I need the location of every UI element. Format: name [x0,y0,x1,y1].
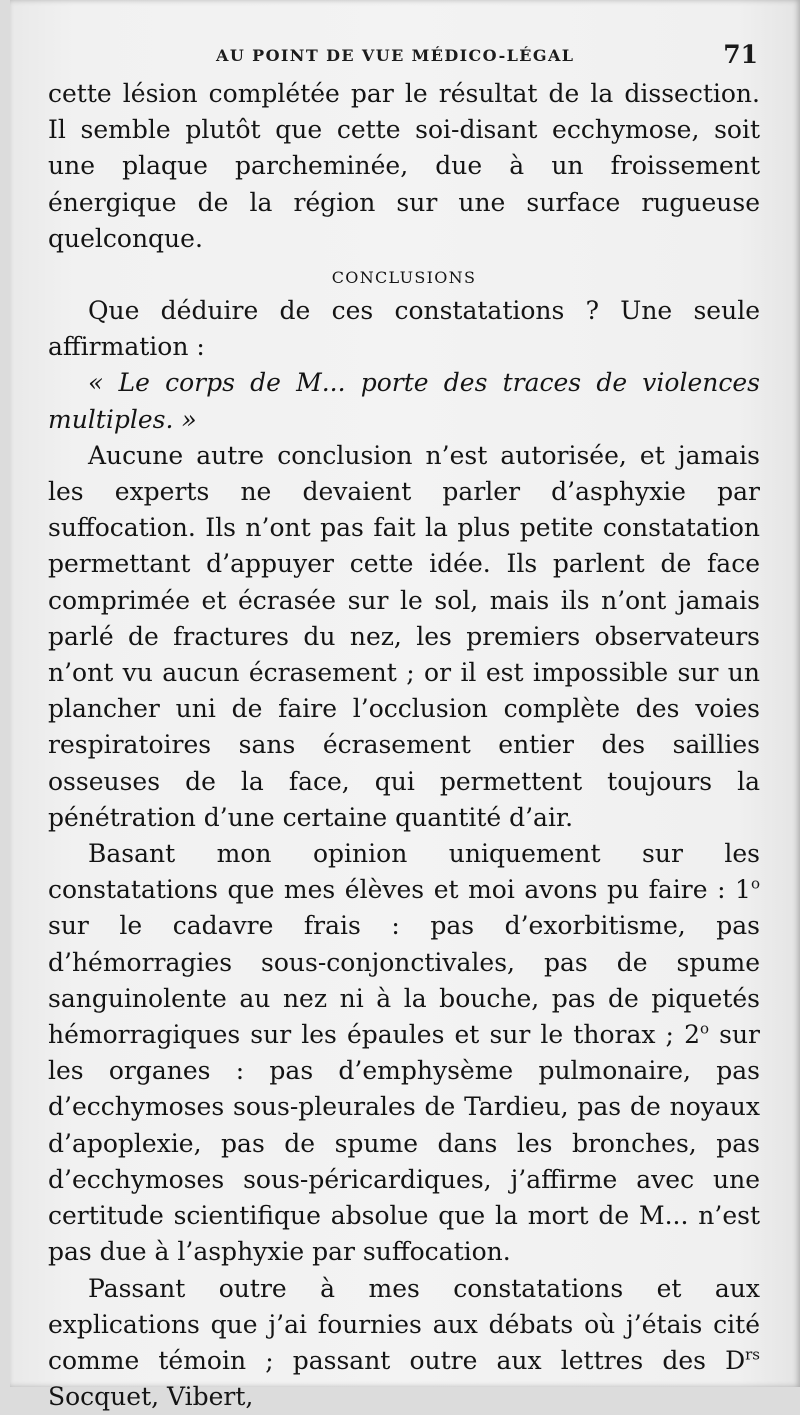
paragraph-4 [48,836,760,1270]
quote: « Le corps de M... porte des traces de violences multiples. » [48,365,760,437]
body-text [48,76,760,1415]
paragraph-3: Aucune autre conclusion n’est autorisée, et jamais les experts ne devaient parler d’asphyxie par suffocation. Ils n’ont pas fait la plus petite constatation permettant d’appuyer cette idée. Ils parlent de face comprimée et écrasée sur le sol, mais ils n’ont jamais parlé de fractures du nez, les premiers observateurs n’ont vu aucun écrasement ; or il est impossible sur un plancher uni de faire l’occlusion complète des voies respiratoires sans écrasement entier des saillies osseuses de la face, qui permettent toujours la pénétration d’une certaine quantité d’air. [48,438,760,836]
paragraph-4-part-3: sur les organes : pas d’emphysème pulmonaire, pas d’ecchymoses sous-pleurales de Tardieu, pas de noyaux d’apoplexie, pas de spume dans les bronches, pas d’ecchymoses sous-péricardiques, j’affirme avec une certitude scientifique absolue que la mort de M... n’est pas due à l’asphyxie par suffocation. [48,1020,760,1266]
paragraph-5 [48,1271,760,1415]
section-heading: CONCLUSIONS [48,267,760,289]
paragraph-5-part-2: Socquet, Vibert, [48,1382,253,1411]
book-page [10,0,800,1387]
paragraph-4-part-1: Basant mon opinion uniquement sur les constatations que mes élèves et moi avons pu faire : 1 [48,839,760,904]
page-header [54,38,754,72]
ordinal-2: o [700,1020,709,1038]
doctors-abbrev-sup: rs [745,1346,760,1364]
paragraph-4-part-2: sur le cadavre frais : pas d’exorbitisme, pas d’hémorragies sous-conjonctivales, pas de spume sanguinolente au nez ni à la bouche, pas de piquetés hémorragiques sur les épaules et sur le thorax ; 2 [48,911,760,1049]
running-title: AU POINT DE VUE MÉDICO-LÉGAL [216,46,574,65]
page-number: 71 [723,40,758,69]
paragraph-5-part-1: Passant outre à mes constatations et aux explications que j’ai fournies aux débats où j’étais cité comme témoin ; passant outre aux lettres des D [48,1274,760,1375]
ordinal-1: o [751,875,760,893]
paragraph-2: Que déduire de ces constatations ? Une seule affirmation : [48,293,760,365]
paragraph-1: cette lésion complétée par le résultat de la dissection. Il semble plutôt que cette soi-disant ecchymose, soit une plaque parcheminée, due à un froissement énergique de la région sur une surface rugueuse quelconque. [48,76,760,257]
